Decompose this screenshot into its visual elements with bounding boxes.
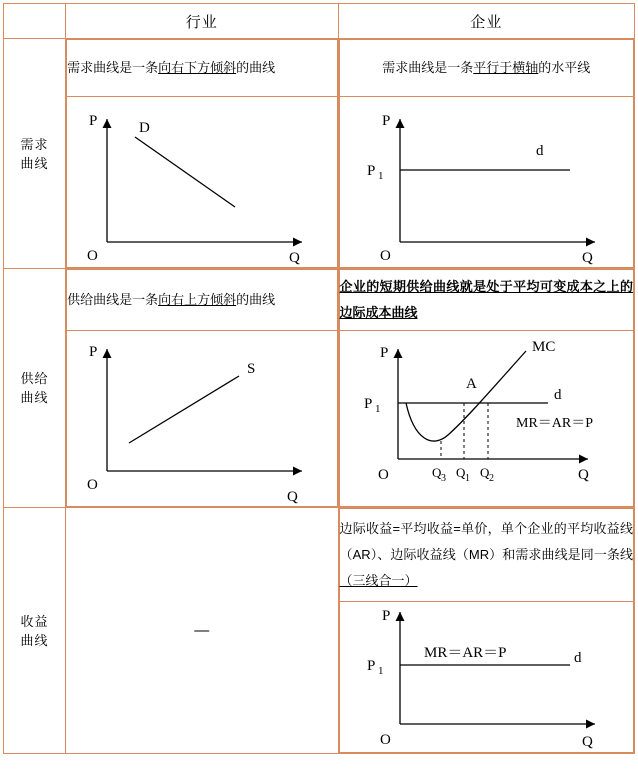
text-part-3: 的水平线: [538, 60, 591, 75]
firm-revenue-text: [339, 509, 633, 602]
text-part-1: 企业的短期供给曲线就是处于平均可变成本之上的边际成本曲线: [339, 279, 633, 320]
axis-label-p: P: [379, 345, 388, 361]
header-industry: 行业: [66, 4, 338, 39]
row-label-line1: 收益: [20, 613, 49, 629]
firm-revenue-chart: [339, 602, 633, 753]
inner-layout: [339, 39, 634, 268]
cell-industry-supply: [66, 269, 338, 508]
q-label-3-sub: 3: [440, 473, 446, 484]
axis-label-p: P: [381, 608, 390, 624]
header-firm: 企业: [338, 4, 634, 39]
table-row: [4, 39, 635, 269]
axis-label-p: P: [89, 344, 98, 360]
q-label-2-sub: 2: [488, 473, 494, 484]
row-label-revenue: [4, 508, 66, 754]
text-part-1: 供给曲线是一条: [67, 292, 159, 307]
axis-label-o: O: [377, 467, 389, 483]
label-mr-ar-p: MR＝AR＝P: [423, 645, 507, 661]
demand-firm-svg: [340, 97, 634, 267]
table-row: [4, 508, 635, 754]
industry-supply-chart: [67, 331, 337, 507]
axis-label-q: Q: [289, 250, 300, 266]
cell-firm-supply: [338, 269, 634, 508]
curve-label-d: d: [573, 650, 582, 666]
table-row: [4, 269, 635, 508]
industry-demand-chart: [67, 97, 337, 268]
firm-supply-text: [339, 270, 633, 331]
axis-label-q: Q: [581, 734, 593, 750]
axis-label-q: Q: [287, 489, 298, 505]
comparison-table: [3, 3, 635, 754]
q-label-3: Q: [431, 465, 441, 480]
price-label-p1: P: [363, 396, 372, 412]
firm-supply-chart: [339, 331, 633, 507]
supply-firm-svg: [340, 331, 634, 506]
cell-firm-demand: [338, 39, 634, 269]
axis-label-q: Q: [577, 467, 589, 483]
curve-label-s: S: [247, 361, 256, 377]
q-label-2: Q: [479, 465, 489, 480]
axis-label-o: O: [87, 477, 98, 493]
price-label-sub: 1: [377, 170, 384, 182]
point-label-a: A: [465, 376, 477, 392]
curve-label-d: D: [139, 120, 150, 136]
price-label-p1: P: [366, 163, 375, 179]
label-mr-ar-p: MR＝AR＝P: [515, 416, 593, 431]
text-part-1: 需求曲线是一条: [382, 60, 474, 75]
q-label-1: Q: [455, 465, 465, 480]
price-label-p1: P: [366, 658, 375, 674]
header-corner: [4, 4, 66, 39]
row-label-supply: [4, 269, 66, 508]
axis-label-o: O: [379, 732, 391, 748]
cell-firm-revenue: [338, 508, 634, 754]
price-label-sub: 1: [374, 403, 381, 415]
text-part-1: 边际收益=平均收益=单价，单个企业的平均收益线（AR）、边际收益线（MR）和需求曲线是同一条线: [339, 521, 633, 562]
supply-industry-svg: [67, 331, 337, 506]
text-part-3: 的曲线: [236, 60, 276, 75]
inner-layout: [66, 39, 337, 268]
curve-label-d: d: [535, 143, 544, 159]
inner-layout: [339, 269, 634, 507]
industry-supply-text: [67, 270, 337, 331]
cell-industry-demand: [66, 39, 338, 269]
text-part-2: 平行于横轴: [473, 60, 539, 75]
row-label-demand: [4, 39, 66, 269]
text-part-2: 向右下方倾斜: [158, 60, 237, 75]
row-label-line2: 曲线: [20, 632, 49, 648]
price-label-sub: 1: [377, 665, 384, 677]
firm-demand-chart: [339, 97, 633, 268]
axis-label-p: P: [89, 113, 98, 129]
inner-layout: [66, 269, 337, 507]
industry-revenue-dash: —: [66, 508, 338, 754]
text-part-2: 向右上方倾斜: [158, 292, 237, 307]
inner-layout: [339, 508, 634, 753]
row-label-line2: 曲线: [20, 390, 49, 405]
curve-label-d: d: [553, 387, 562, 403]
axis-label-p: P: [381, 113, 390, 129]
axis-label-o: O: [379, 248, 391, 264]
revenue-firm-svg: [340, 602, 634, 752]
table-header-row: [4, 4, 635, 39]
row-label-line1: 需求: [20, 136, 49, 152]
axis-label-o: O: [87, 248, 98, 264]
demand-industry-svg: [67, 97, 337, 267]
text-part-1: 需求曲线是一条: [67, 60, 159, 75]
axis-label-q: Q: [581, 250, 593, 266]
q-label-1-sub: 1: [464, 473, 470, 484]
curve-label-mc: MC: [531, 339, 555, 355]
row-label-line2: 曲线: [20, 155, 49, 171]
industry-demand-text: [67, 40, 337, 97]
text-part-3: 的曲线: [236, 292, 276, 307]
firm-demand-text: [339, 40, 633, 97]
text-part-2: （三线合一）: [339, 573, 418, 588]
row-label-line1: 供给: [20, 371, 49, 386]
